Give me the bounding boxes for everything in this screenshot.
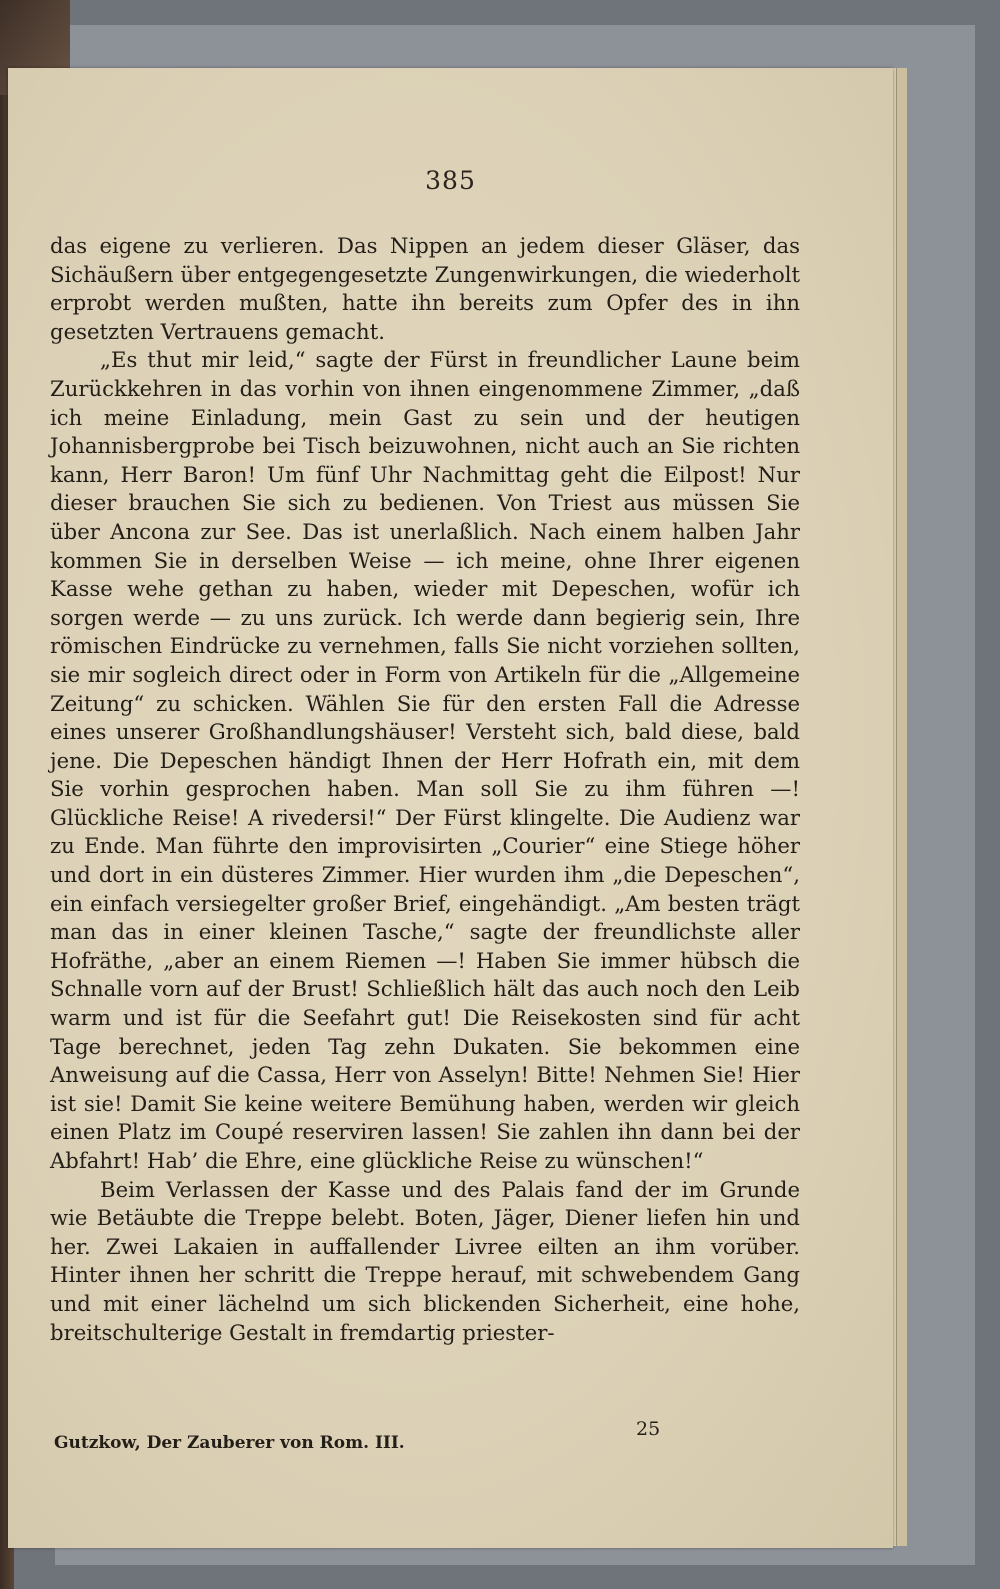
paragraph: Beim Verlassen der Kasse und des Palais fand der im Grunde wie Betäubte die Treppe belebt. Boten, Jäger, Diener liefen hin und her. Zwei Lakaien in auffallender Livree eilten an ihm vorüber. Hinter ihnen her schritt die Treppe herauf, mit schwebendem Gang und mit einer lächelnd um sich blickenden Sicherheit, eine hohe, breitschulterige Gestalt in fremdartig priester- — [50, 1176, 800, 1345]
page-edge — [896, 68, 907, 1546]
sheet-number: 25 — [636, 1418, 661, 1440]
paragraph: das eigene zu verlieren. Das Nippen an jedem dieser Gläser, das Sichäußern über entgegengesetzte Zungenwirkungen, die wiederholt erprobt werden mußten, hatte ihn bereits zum Opfer des in ihn gesetzten Vertrauens gemacht. — [50, 233, 800, 344]
page-number: 385 — [425, 166, 476, 195]
sheet-signature: Gutzkow, Der Zauberer von Rom. III. — [54, 1433, 405, 1453]
book-page — [8, 68, 893, 1548]
paragraph: „Es thut mir leid,“ sagte der Fürst in freundlicher Laune beim Zurückkehren in das vorhin von ihnen eingenommene Zimmer, „daß ich meine Einladung, mein Gast zu sein und der heutigen Johannisbergprobe bei Tisch beizuwohnen, nicht auch an Sie richten kann, Herr Baron! Um fünf Uhr Nachmittag geht die Eilpost! Nur dieser brauchen Sie sich zu bedienen. Von Triest aus müssen Sie über Ancona zur See. Das ist unerlaßlich. Nach einem halben Jahr kommen Sie in derselben Weise — ich meine, ohne Ihrer eigenen Kasse wehe gethan zu haben, wieder mit Depeschen, wofür ich sorgen werde — zu uns zurück. Ich werde dann begierig sein, Ihre römischen Eindrücke zu vernehmen, falls Sie nicht vorziehen sollten, sie mir sogleich direct oder in Form von Artikeln für die „Allgemeine Zeitung“ zu schicken. Wählen Sie für den ersten Fall die Adresse eines unserer Großhandlungshäuser! Versteht sich, bald diese, bald jene. Die Depeschen händigt Ihnen der Herr Hofrath ein, mit dem Sie vorhin gesprochen haben. Man soll Sie zu ihm führen —! Glückliche Reise! A rivedersi!“ Der Fürst klingelte. Die Audienz war zu Ende. Man führte den improvisirten „Courier“ eine Stiege höher und dort in ein düsteres Zimmer. Hier wurden ihm „die Depeschen“, ein einfach versiegelter großer Brief, eingehändigt. „Am besten trägt man das in einer kleinen Tasche,“ sagte der freundlichste aller Hofräthe, „aber an einem Riemen —! Haben Sie immer hübsch die Schnalle vorn auf der Brust! Schließlich hält das auch noch den Leib warm und ist für die Seefahrt gut! Die Reisekosten sind für acht Tage berechnet, jeden Tag zehn Dukaten. Sie bekommen eine Anweisung auf die Cassa, Herr von Asselyn! Bitte! Nehmen Sie! Hier ist sie! Damit Sie keine weitere Bemühung haben, werden wir gleich einen Platz im Coupé reserviren lassen! Sie zahlen ihn dann bei der Abfahrt! Hab’ die Ehre, eine glückliche Reise zu wünschen!“ — [50, 347, 800, 1173]
page-body — [50, 232, 800, 1347]
